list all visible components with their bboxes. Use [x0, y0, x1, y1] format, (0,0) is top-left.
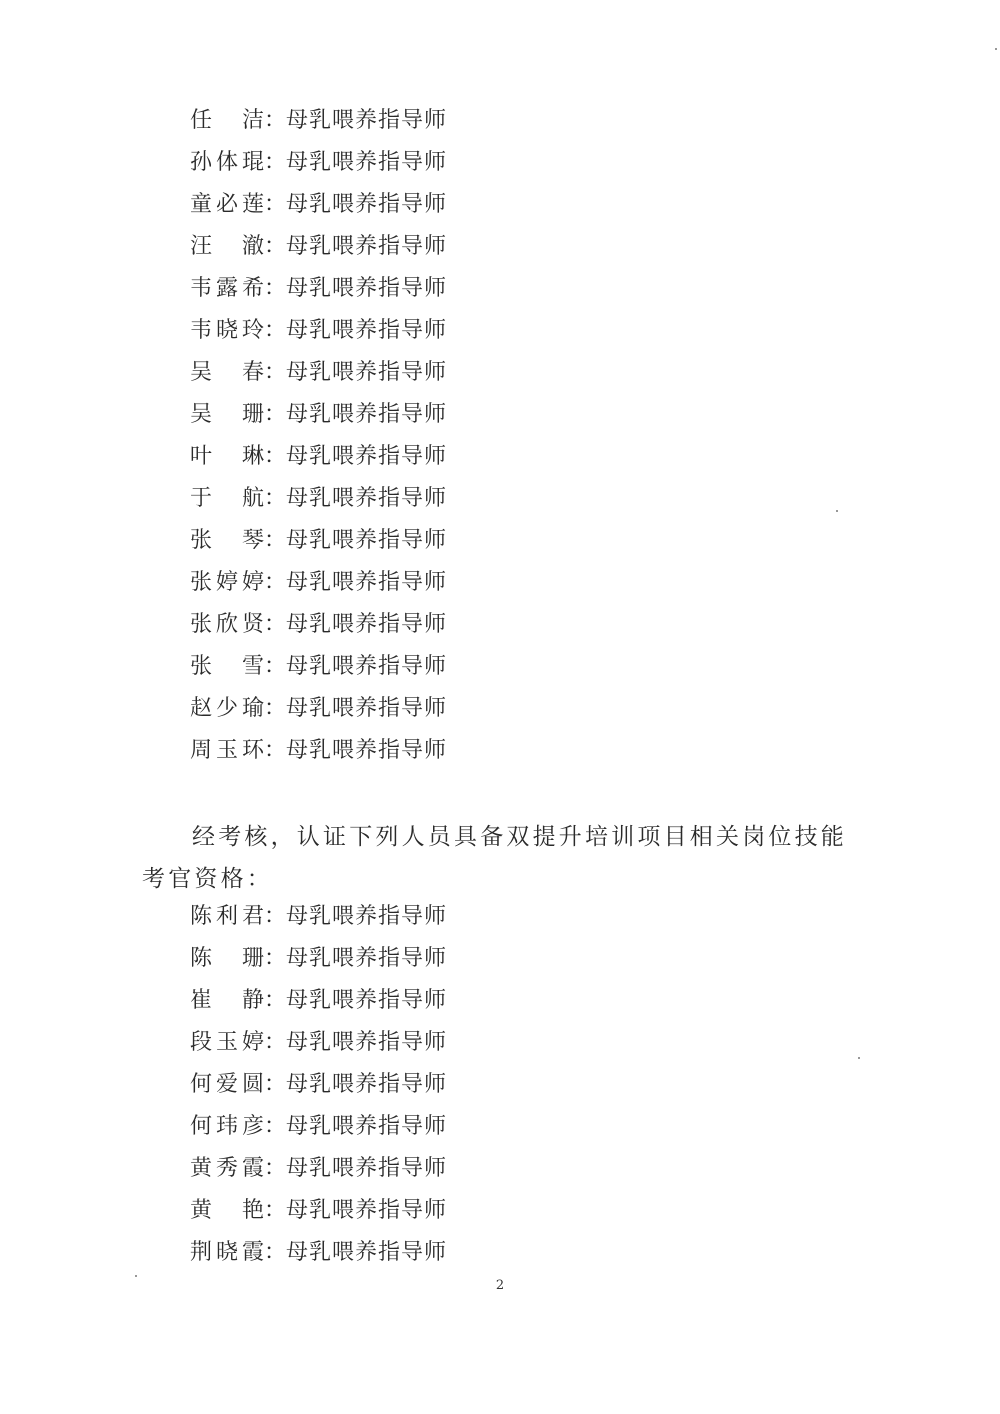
role-title: 母乳喂养指导师: [286, 108, 448, 133]
roster-row: [190, 100, 790, 142]
role-title: 母乳喂养指导师: [286, 486, 448, 511]
person-name: 童必莲: [190, 192, 264, 217]
colon: ：: [264, 1114, 287, 1139]
roster-row: [190, 1064, 790, 1106]
person-name: 崔 静: [190, 988, 264, 1013]
scan-speck: [135, 1275, 137, 1277]
roster-row: [190, 268, 790, 310]
roster-row: [190, 394, 790, 436]
person-name: 张欣贤: [190, 612, 264, 637]
person-name: 何爱圆: [190, 1072, 264, 1097]
roster-row: [190, 896, 790, 938]
colon: ：: [264, 108, 287, 133]
colon: ：: [264, 946, 287, 971]
roster-row: [190, 562, 790, 604]
colon: ：: [264, 402, 287, 427]
role-title: 母乳喂养指导师: [286, 444, 448, 469]
colon: ：: [264, 150, 287, 175]
role-title: 母乳喂养指导师: [286, 150, 448, 175]
roster-list-2: [190, 896, 790, 1274]
role-title: 母乳喂养指导师: [286, 1156, 448, 1181]
person-name: 孙体琨: [190, 150, 264, 175]
roster-row: [190, 1232, 790, 1274]
roster-row: [190, 980, 790, 1022]
person-name: 荆晓霞: [190, 1240, 264, 1265]
person-name: 吴 珊: [190, 402, 264, 427]
role-title: 母乳喂养指导师: [286, 612, 448, 637]
person-name: 任 洁: [190, 108, 264, 133]
role-title: 母乳喂养指导师: [286, 528, 448, 553]
roster-row: [190, 1022, 790, 1064]
role-title: 母乳喂养指导师: [286, 1072, 448, 1097]
roster-row: [190, 688, 790, 730]
roster-list-1: [190, 100, 790, 772]
person-name: 于 航: [190, 486, 264, 511]
person-name: 陈 珊: [190, 946, 264, 971]
colon: ：: [264, 738, 287, 763]
colon: ：: [264, 444, 287, 469]
person-name: 张 琴: [190, 528, 264, 553]
person-name: 赵少瑜: [190, 696, 264, 721]
roster-row: [190, 352, 790, 394]
person-name: 黄 艳: [190, 1198, 264, 1223]
person-name: 吴 春: [190, 360, 264, 385]
role-title: 母乳喂养指导师: [286, 360, 448, 385]
roster-row: [190, 1190, 790, 1232]
person-name: 韦露希: [190, 276, 264, 301]
scan-speck: [858, 1057, 860, 1059]
colon: ：: [264, 654, 287, 679]
colon: ：: [264, 1156, 287, 1181]
role-title: 母乳喂养指导师: [286, 1030, 448, 1055]
person-name: 段玉婷: [190, 1030, 264, 1055]
roster-row: [190, 226, 790, 268]
person-name: 周玉环: [190, 738, 264, 763]
role-title: 母乳喂养指导师: [286, 234, 448, 259]
colon: ：: [264, 486, 287, 511]
role-title: 母乳喂养指导师: [286, 276, 448, 301]
colon: ：: [264, 360, 287, 385]
person-name: 汪 澈: [190, 234, 264, 259]
person-name: 张 雪: [190, 654, 264, 679]
colon: ：: [264, 1072, 287, 1097]
person-name: 黄秀霞: [190, 1156, 264, 1181]
colon: ：: [264, 696, 287, 721]
person-name: 叶 琳: [190, 444, 264, 469]
person-name: 韦晓玲: [190, 318, 264, 343]
roster-row: [190, 604, 790, 646]
colon: ：: [264, 276, 287, 301]
colon: ：: [264, 192, 287, 217]
colon: ：: [264, 1198, 287, 1223]
roster-row: [190, 1106, 790, 1148]
role-title: 母乳喂养指导师: [286, 318, 448, 343]
roster-row: [190, 142, 790, 184]
page-number: 2: [495, 1278, 505, 1293]
role-title: 母乳喂养指导师: [286, 402, 448, 427]
person-name: 何玮彦: [190, 1114, 264, 1139]
role-title: 母乳喂养指导师: [286, 946, 448, 971]
role-title: 母乳喂养指导师: [286, 1114, 448, 1139]
roster-row: [190, 730, 790, 772]
colon: ：: [264, 988, 287, 1013]
roster-row: [190, 310, 790, 352]
role-title: 母乳喂养指导师: [286, 1240, 448, 1265]
roster-row: [190, 646, 790, 688]
certification-paragraph: 经考核，认证下列人员具备双提升培训项目相关岗位技能考官资格：: [142, 824, 847, 892]
colon: ：: [264, 234, 287, 259]
colon: ：: [264, 1240, 287, 1265]
role-title: 母乳喂养指导师: [286, 738, 448, 763]
colon: ：: [264, 904, 287, 929]
role-title: 母乳喂养指导师: [286, 654, 448, 679]
role-title: 母乳喂养指导师: [286, 192, 448, 217]
colon: ：: [264, 612, 287, 637]
role-title: 母乳喂养指导师: [286, 904, 448, 929]
roster-row: [190, 938, 790, 980]
colon: ：: [264, 318, 287, 343]
roster-row: [190, 1148, 790, 1190]
role-title: 母乳喂养指导师: [286, 696, 448, 721]
person-name: 陈利君: [190, 904, 264, 929]
person-name: 张婷婷: [190, 570, 264, 595]
colon: ：: [264, 570, 287, 595]
role-title: 母乳喂养指导师: [286, 1198, 448, 1223]
colon: ：: [264, 1030, 287, 1055]
scan-speck: [995, 48, 997, 50]
role-title: 母乳喂养指导师: [286, 570, 448, 595]
colon: ：: [264, 528, 287, 553]
scan-speck: [836, 510, 838, 512]
roster-row: [190, 184, 790, 226]
roster-row: [190, 436, 790, 478]
roster-row: [190, 520, 790, 562]
role-title: 母乳喂养指导师: [286, 988, 448, 1013]
roster-row: [190, 478, 790, 520]
